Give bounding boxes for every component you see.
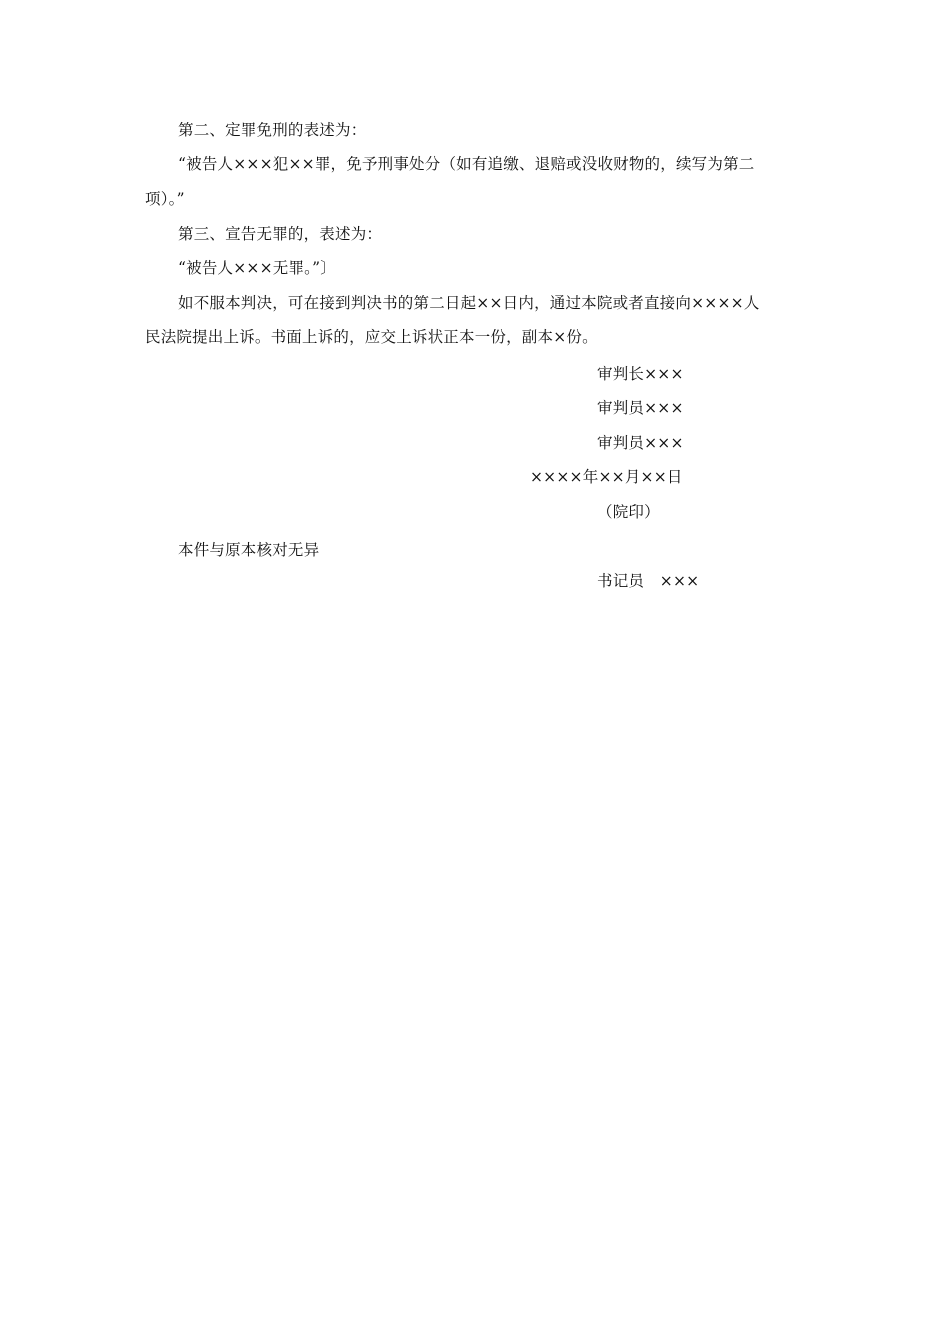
signature-presiding-judge: 审判长××× bbox=[597, 365, 684, 383]
paragraph-appeal-line2: 民法院提出上诉。书面上诉的，应交上诉状正本一份，副本×份。 bbox=[145, 328, 598, 346]
paragraph-acquittal-heading: 第三、宣告无罪的，表述为： bbox=[178, 225, 383, 243]
paragraph-exemption-text-line1: “被告人×××犯××罪，免予刑事处分（如有追缴、退赔或没收财物的，续写为第二 bbox=[178, 155, 755, 173]
verification-statement: 本件与原本核对无异 bbox=[178, 541, 320, 559]
paragraph-exemption-heading: 第二、定罪免刑的表述为： bbox=[178, 121, 367, 139]
signature-judge-2: 审判员××× bbox=[597, 434, 684, 452]
paragraph-exemption-text-line2: 项）。” bbox=[145, 190, 185, 208]
signature-judge-1: 审判员××× bbox=[597, 399, 684, 417]
paragraph-acquittal-text: “被告人×××无罪。”〕 bbox=[178, 259, 336, 277]
signature-clerk: 书记员 ××× bbox=[597, 572, 700, 590]
paragraph-appeal-line1: 如不服本判决，可在接到判决书的第二日起××日内，通过本院或者直接向××××人 bbox=[178, 294, 760, 312]
signature-date: ××××年××月××日 bbox=[530, 468, 683, 486]
court-seal-label: （院印） bbox=[597, 503, 660, 521]
